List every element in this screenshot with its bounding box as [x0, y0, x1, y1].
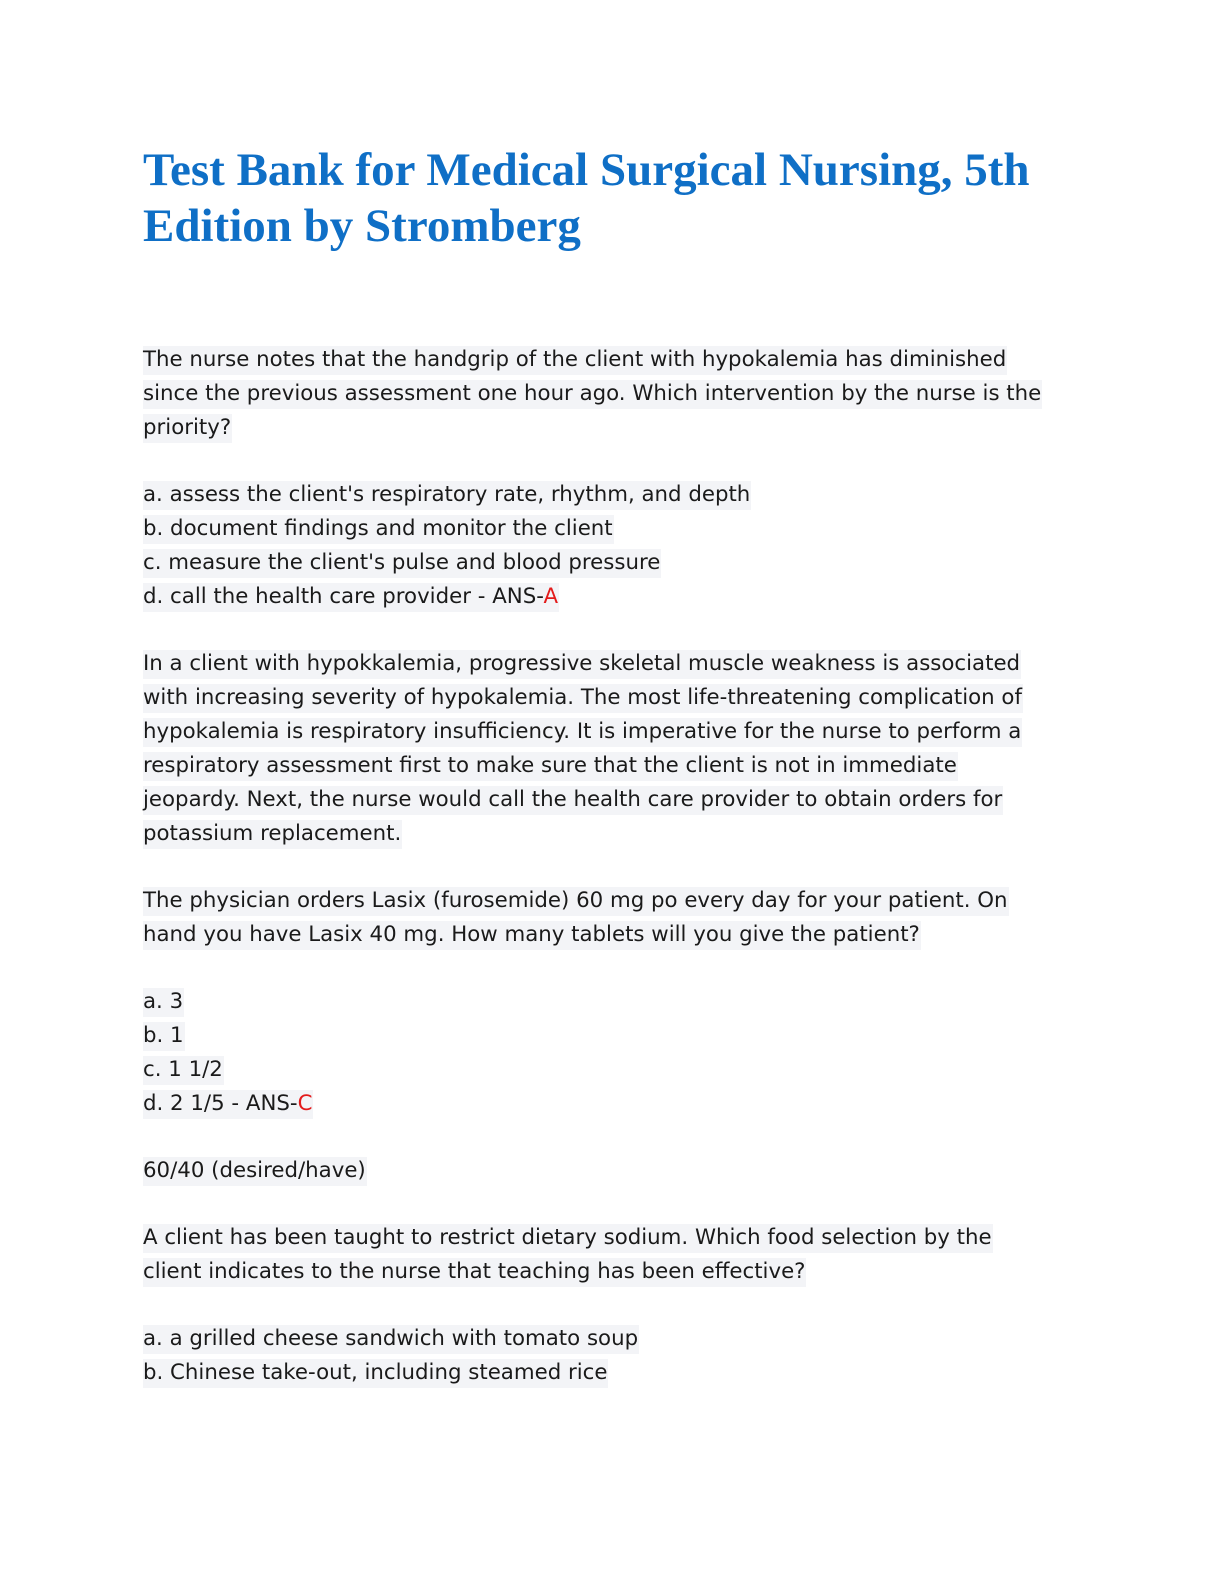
text-line: The nurse notes that the handgrip of the client with hypokalemia has diminished: [143, 346, 1007, 375]
question-3-stem: [143, 1221, 1103, 1289]
answer-key: C: [297, 1091, 313, 1116]
text-line: 60/40 (desired/have): [143, 1157, 367, 1186]
option-a: a. a grilled cheese sandwich with tomato soup: [143, 1325, 639, 1354]
option-a: a. assess the client's respiratory rate, rhythm, and depth: [143, 481, 751, 510]
text-line: hand you have Lasix 40 mg. How many tablets will you give the patient?: [143, 921, 921, 950]
text-line: client indicates to the nurse that teaching has been effective?: [143, 1258, 806, 1287]
option-a: a. 3: [143, 988, 184, 1017]
question-1-stem: [143, 343, 1103, 445]
text-line: potassium replacement.: [143, 820, 402, 849]
option-b: b. Chinese take-out, including steamed rice: [143, 1359, 608, 1388]
option-b: b. 1: [143, 1022, 185, 1051]
text-line: hypokalemia is respiratory insufficiency. It is imperative for the nurse to perform a: [143, 718, 1022, 747]
title-line-1: Test Bank for Medical Surgical Nursing, 5th: [143, 144, 1030, 196]
question-2-stem: [143, 884, 1103, 952]
document-body: [143, 343, 1103, 1423]
option-d-text: d. call the health care provider - ANS-: [143, 584, 544, 609]
text-line: jeopardy. Next, the nurse would call the health care provider to obtain orders for: [143, 786, 1003, 815]
text-line: A client has been taught to restrict dietary sodium. Which food selection by the: [143, 1224, 993, 1253]
question-1-rationale: [143, 647, 1103, 851]
option-d: [143, 1090, 313, 1119]
text-line: since the previous assessment one hour ago. Which intervention by the nurse is the: [143, 380, 1042, 409]
question-1-options: [143, 478, 1103, 614]
question-3-options: [143, 1322, 1103, 1390]
option-b: b. document findings and monitor the client: [143, 515, 614, 544]
option-c: c. 1 1/2: [143, 1056, 224, 1085]
document-title: [143, 142, 1103, 254]
text-line: In a client with hypokkalemia, progressive skeletal muscle weakness is associated: [143, 650, 1021, 679]
text-line: with increasing severity of hypokalemia. The most life-threatening complication of: [143, 684, 1023, 713]
option-d: [143, 583, 559, 612]
text-line: priority?: [143, 414, 232, 443]
question-2-rationale: [143, 1154, 1103, 1188]
option-d-text: d. 2 1/5 - ANS-: [143, 1091, 298, 1116]
answer-key: A: [543, 584, 559, 609]
text-line: respiratory assessment first to make sure that the client is not in immediate: [143, 752, 958, 781]
text-line: The physician orders Lasix (furosemide) 60 mg po every day for your patient. On: [143, 887, 1009, 916]
question-2-options: [143, 985, 1103, 1121]
title-line-2: Edition by Stromberg: [143, 200, 581, 252]
option-c: c. measure the client's pulse and blood pressure: [143, 549, 661, 578]
